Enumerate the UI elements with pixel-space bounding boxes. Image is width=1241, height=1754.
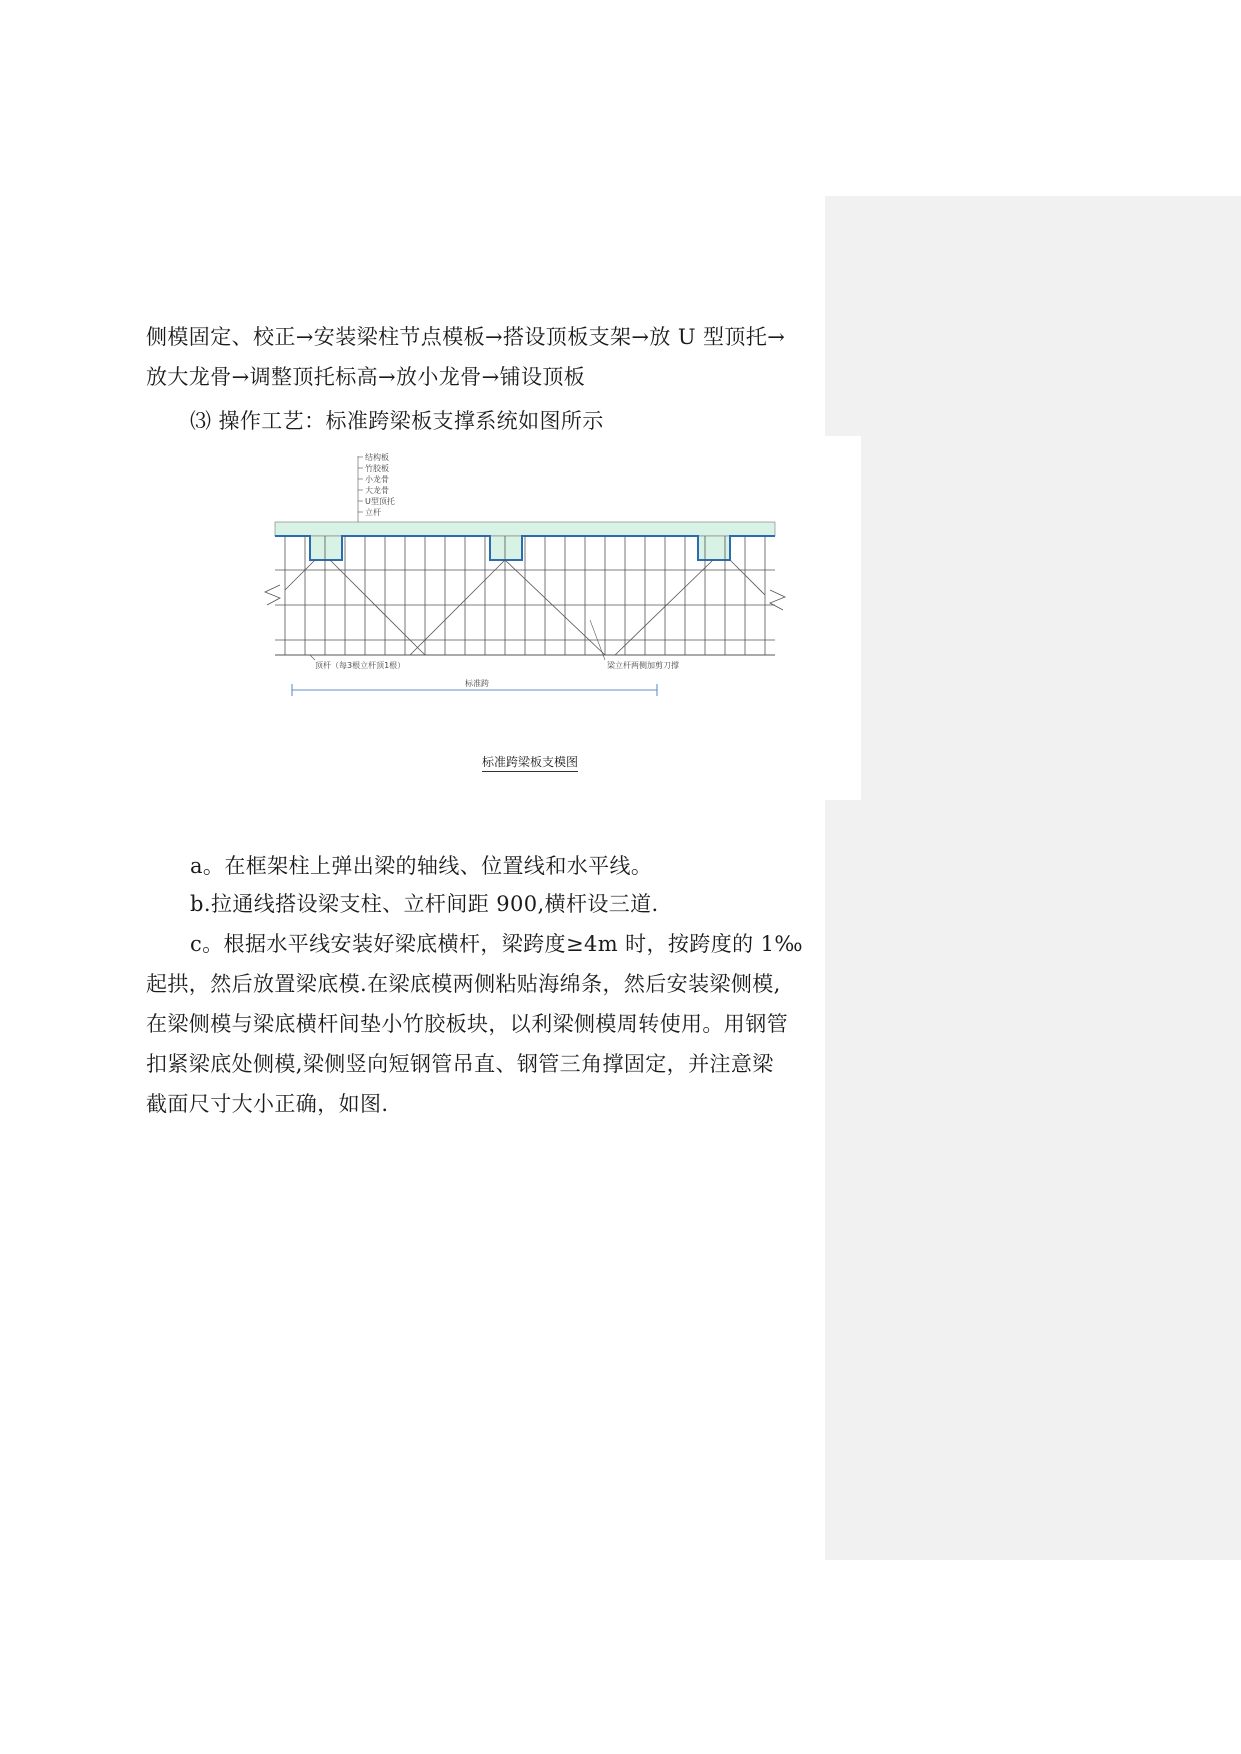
para-b: b.拉通线搭设梁支柱、立杆间距 900,横杆设三道.: [190, 892, 659, 916]
para-c-line-3: 在梁侧模与梁底横杆间垫小竹胶板块，以利梁侧模周转使用。用钢管: [146, 1012, 788, 1036]
legend-item: U型顶托: [365, 497, 395, 506]
legend-item: 小龙骨: [365, 475, 389, 484]
legend-item: 结构板: [365, 453, 389, 462]
legend-item: 立杆: [365, 508, 381, 517]
beam-drop-1: [310, 536, 342, 560]
span-label: 标准跨: [465, 679, 489, 688]
para-c-line-5: 截面尺寸大小正确，如图.: [146, 1092, 389, 1116]
para-a: a。在框架柱上弹出梁的轴线、位置线和水平线。: [190, 854, 653, 878]
break-mark-right: [770, 590, 785, 610]
comment-pane: [825, 196, 1241, 1560]
note-left: 顶杆（每3根立杆顶1根）: [315, 661, 406, 670]
support-system-diagram: [255, 450, 810, 780]
structural-slab: [275, 522, 775, 536]
para-c-line-4: 扣紧梁底处侧模,梁侧竖向短钢管吊直、钢管三角撑固定，并注意梁: [146, 1052, 774, 1076]
diagram-svg: [255, 450, 810, 760]
beam-drop-2: [490, 536, 522, 560]
note-right: 梁立杆两侧加剪刀撑: [607, 661, 679, 670]
text-line-1: 侧模固定、校正→安装梁柱节点模板→搭设顶板支架→放 U 型顶托→: [146, 325, 786, 349]
text-line-2: 放大龙骨→调整顶托标高→放小龙骨→铺设顶板: [146, 365, 586, 389]
text-line-3: ⑶ 操作工艺：标准跨梁板支撑系统如图所示: [190, 409, 604, 433]
para-c-line-2: 起拱，然后放置梁底模.在梁底模两侧粘贴海绵条，然后安装梁侧模,: [146, 972, 781, 996]
legend: [358, 452, 395, 517]
para-c-line-1: c。根据水平线安装好梁底横杆，梁跨度≥4m 时，按跨度的 1‰: [190, 932, 803, 956]
figure-caption: 标准跨梁板支模图: [482, 754, 578, 772]
vertical-poles: [285, 536, 765, 655]
break-mark-left: [265, 585, 280, 605]
legend-item: 大龙骨: [365, 486, 389, 495]
legend-item: 竹胶板: [365, 464, 389, 473]
